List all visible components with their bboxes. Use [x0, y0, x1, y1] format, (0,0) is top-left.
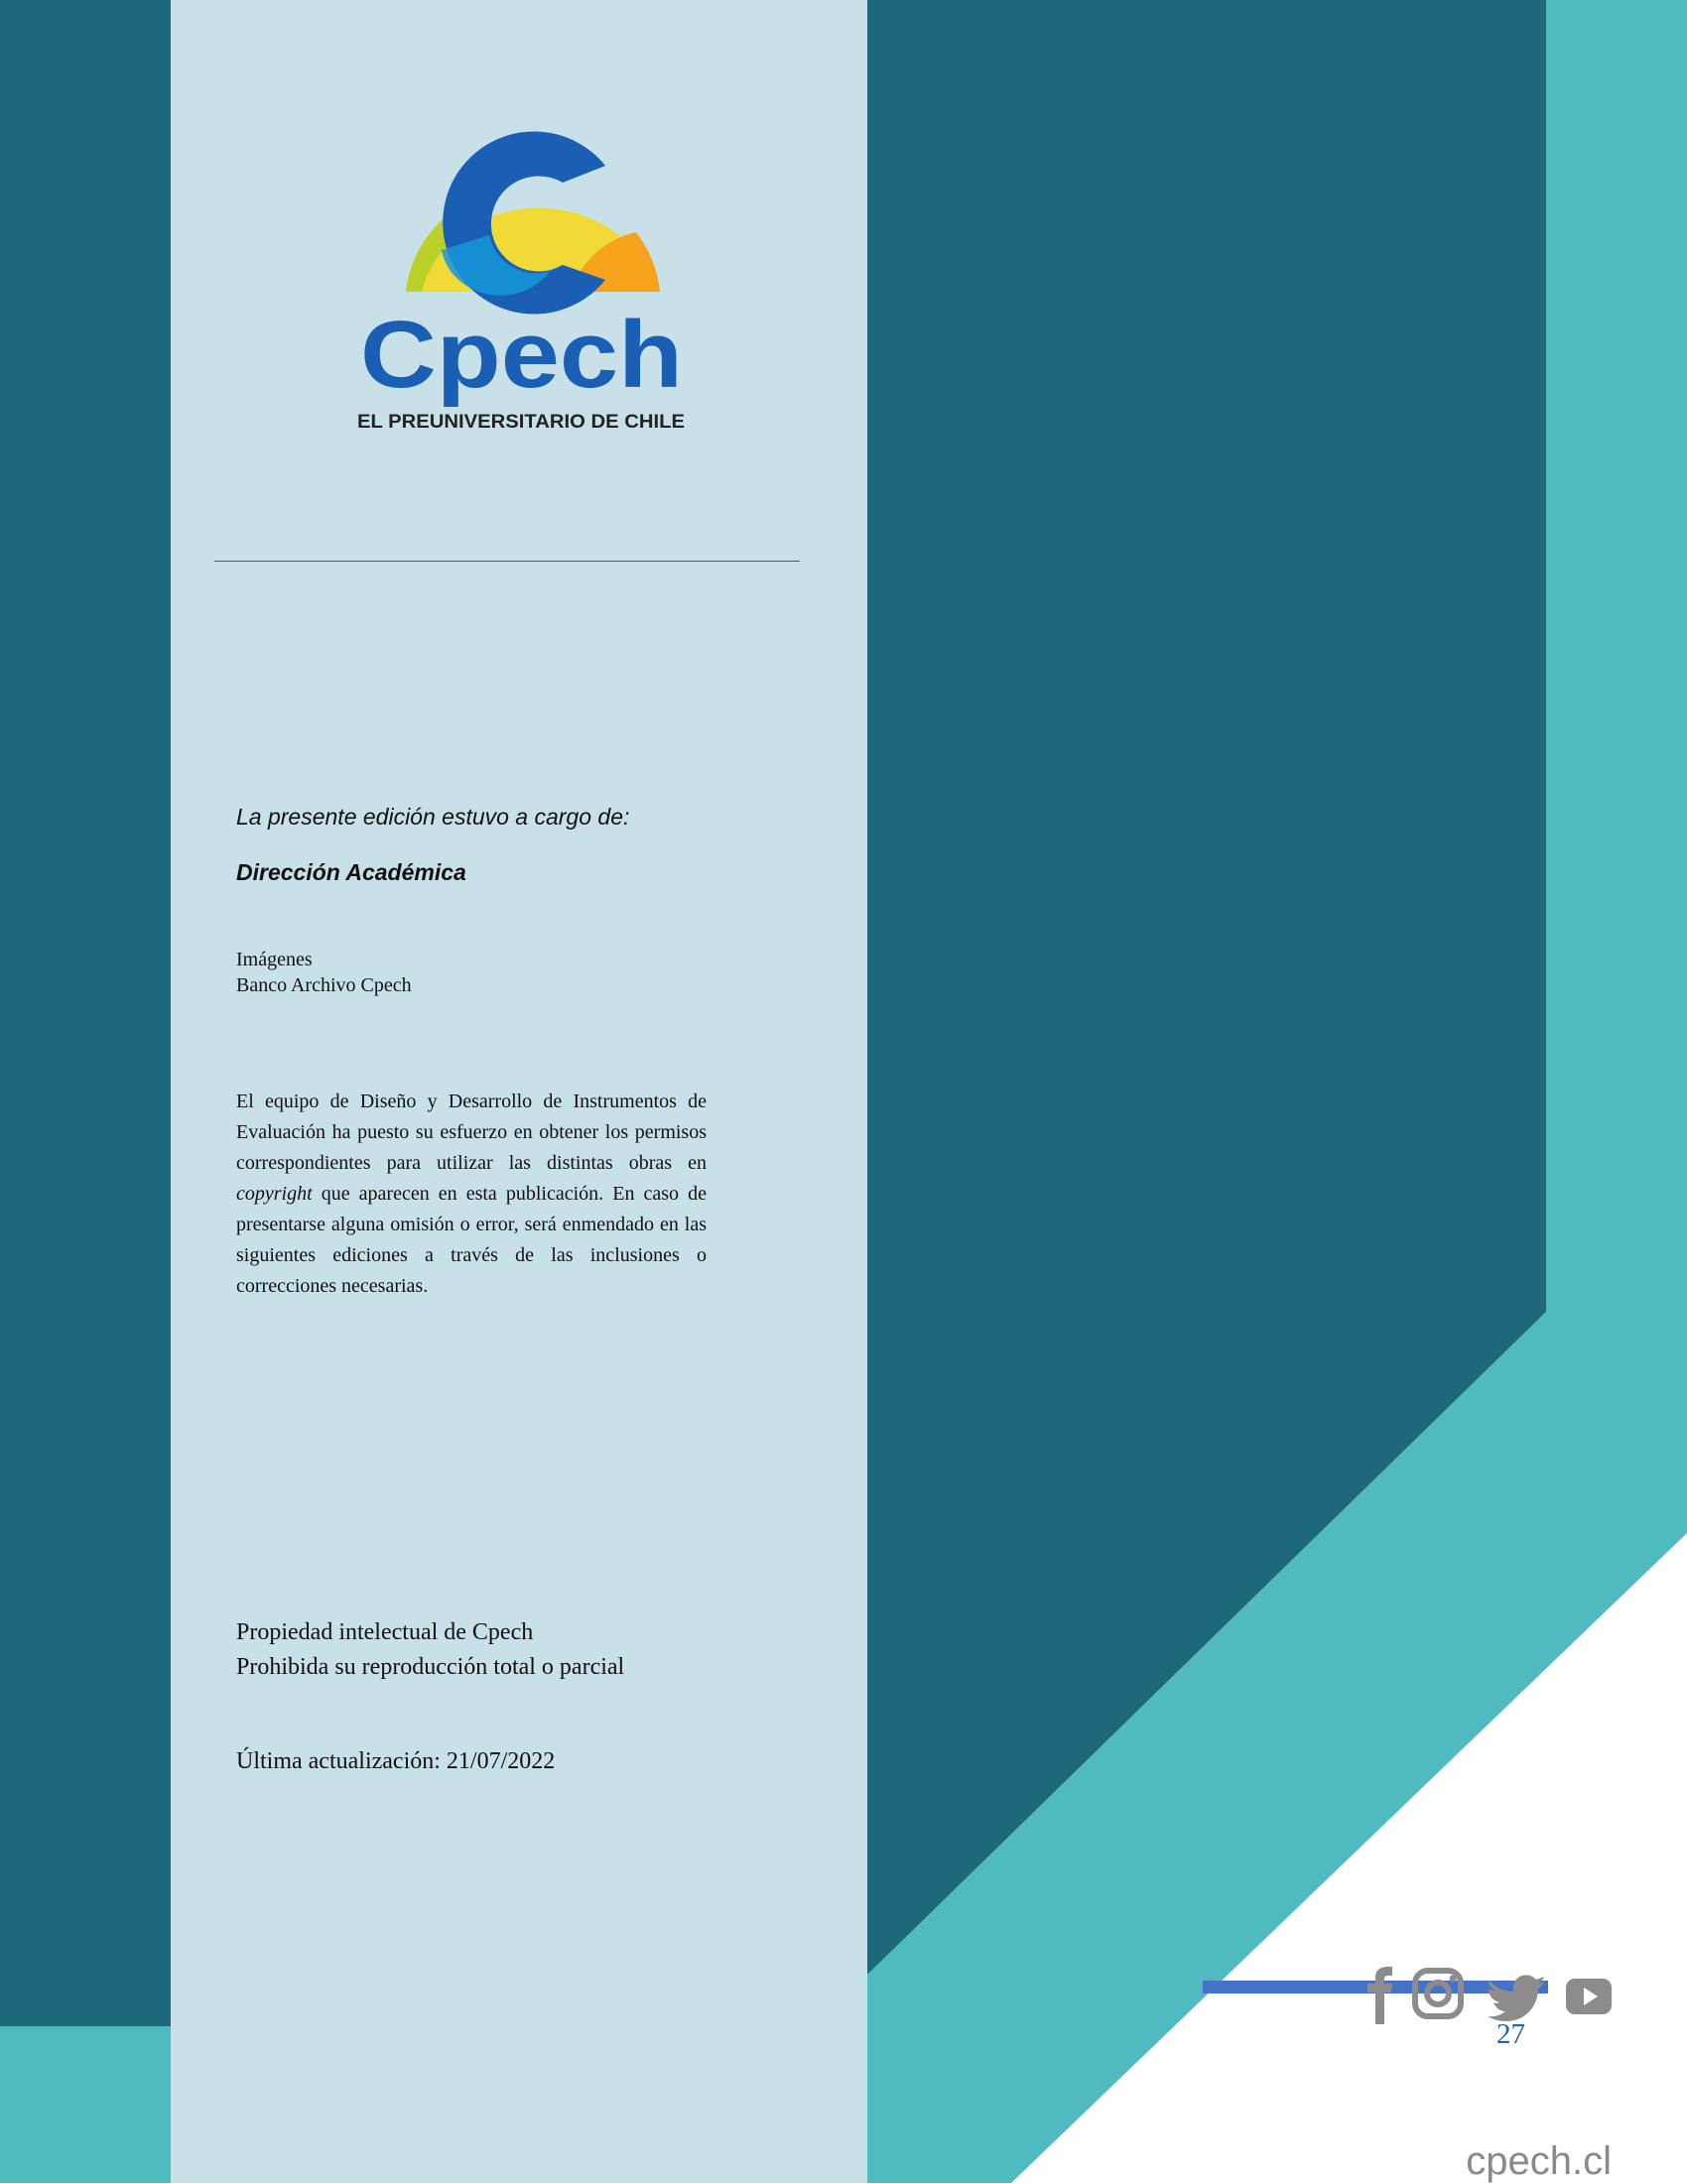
rights-statement — [236, 1615, 624, 1685]
logo-tagline: EL PREUNIVERSITARIO DE CHILE — [357, 412, 685, 433]
cpech-logo — [352, 111, 690, 439]
images-credit — [236, 947, 412, 998]
copyright-notice — [236, 1087, 707, 1302]
notice-text-end: que aparecen en esta publicación. En caso de presentarse alguna omisión o error, será enmendado en las siguientes ediciones a través de las inclusiones o correcciones necesarias. — [236, 1183, 707, 1297]
page-number: 27 — [1496, 2018, 1525, 2050]
notice-text-start: El equipo de Diseño y Desarrollo de Instrumentos de Evaluación ha puesto su esfuerzo en obtener los permisos correspondientes para utilizar las distintas obras en — [236, 1091, 707, 1174]
facebook-icon[interactable] — [1367, 1967, 1392, 2024]
website-link[interactable]: cpech.cl — [1466, 2139, 1612, 2183]
social-icons — [1362, 1967, 1614, 2024]
credits-intro: La presente edición estuvo a cargo de: — [236, 804, 630, 830]
twitter-icon[interactable] — [1488, 1975, 1545, 2021]
logo-wordmark: Cpech — [360, 302, 683, 408]
divider-line — [214, 561, 800, 562]
images-label: Imágenes — [236, 949, 313, 970]
images-source: Banco Archivo Cpech — [236, 974, 412, 996]
notice-italic-word: copyright — [236, 1183, 313, 1205]
last-updated: Última actualización: 21/07/2022 — [236, 1748, 556, 1774]
credits-department: Dirección Académica — [236, 859, 466, 885]
youtube-icon[interactable] — [1566, 1979, 1612, 2014]
rights-line-1: Propiedad intelectual de Cpech — [236, 1619, 534, 1645]
instagram-icon[interactable] — [1415, 1971, 1461, 2016]
rights-line-2: Prohibida su reproducción total o parcial — [236, 1654, 625, 1680]
left-light-band — [0, 2026, 171, 2183]
left-dark-band — [0, 0, 171, 2026]
